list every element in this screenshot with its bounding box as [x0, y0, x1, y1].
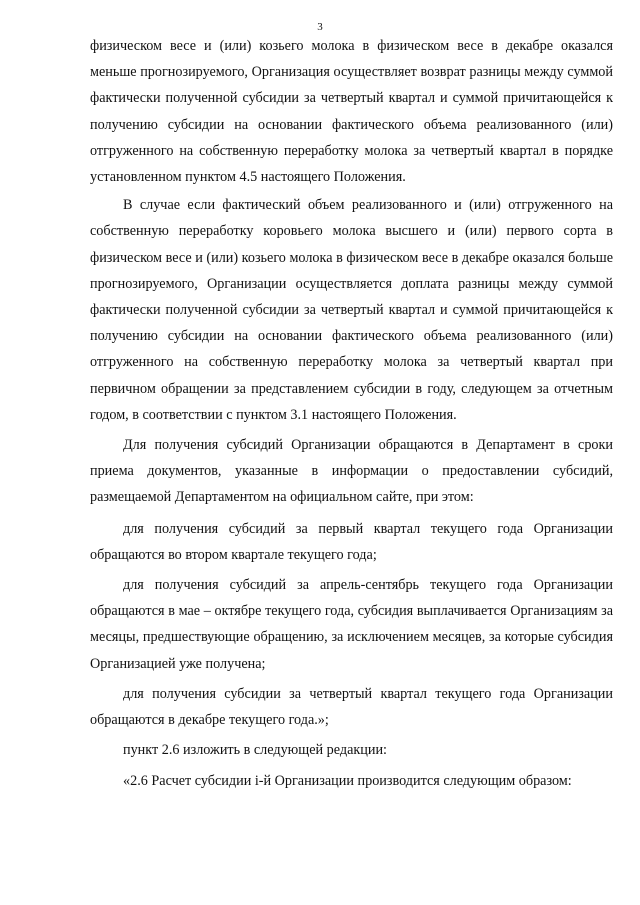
document-body — [90, 33, 613, 795]
paragraph-2: В случае если фактический объем реализованного и (или) отгруженного на собственную переработку коровьего молока высшего и (или) первого сорта в физическом весе и (или) козьего молока в физическом весе в декабре оказался больше прогнозируемого, Организации осуществляется доплата разницы между суммой фактически полученной субсидии за четвертый квартал и суммой причитающейся к получению субсидии на основании фактического объема реализованного (или) отгруженного на собственную переработку молока за четвертый квартал при первичном обращении за представлением субсидии в году, следующем за отчетным годом, в соответствии с пунктом 3.1 настоящего Положения. — [90, 197, 613, 423]
paragraph-8: «2.6 Расчет субсидии i-й Организации производится следующим образом: — [123, 773, 572, 790]
paragraph-3: Для получения субсидий Организации обращаются в Департамент в сроки приема документов, указанные в информации о предоставлении субсидий, размещаемой Департаментом на официальном сайте, при этом: — [90, 437, 613, 506]
paragraph-6: для получения субсидии за четвертый квартал текущего года Организации обращаются в декабре текущего года.»; — [90, 685, 613, 729]
paragraph-4: для получения субсидий за первый квартал текущего года Организации обращаются во втором квартале текущего года; — [90, 520, 613, 563]
paragraph-7: пункт 2.6 изложить в следующей редакции: — [123, 742, 387, 759]
paragraph-1: физическом весе и (или) козьего молока в физическом весе в декабре оказался меньше прогнозируемого, Организация осуществляет возврат разницы между суммой фактически полученной субсидии за четвертый квартал и суммой причитающейся к получению субсидии на основании фактического объема реализованного (или) отгруженного на собственную переработку молока за четвертый квартал в порядке установленном пунктом 4.5 настоящего Положения. — [90, 38, 613, 186]
paragraph-5: для получения субсидий за апрель-сентябрь текущего года Организации обращаются в мае – октябре текущего года, субсидия выплачивается Организациям за месяцы, предшествующие обращению, за исключением месяцев, за которые субсидия Организацией уже получена; — [90, 577, 613, 672]
page-number: 3 — [317, 21, 323, 33]
